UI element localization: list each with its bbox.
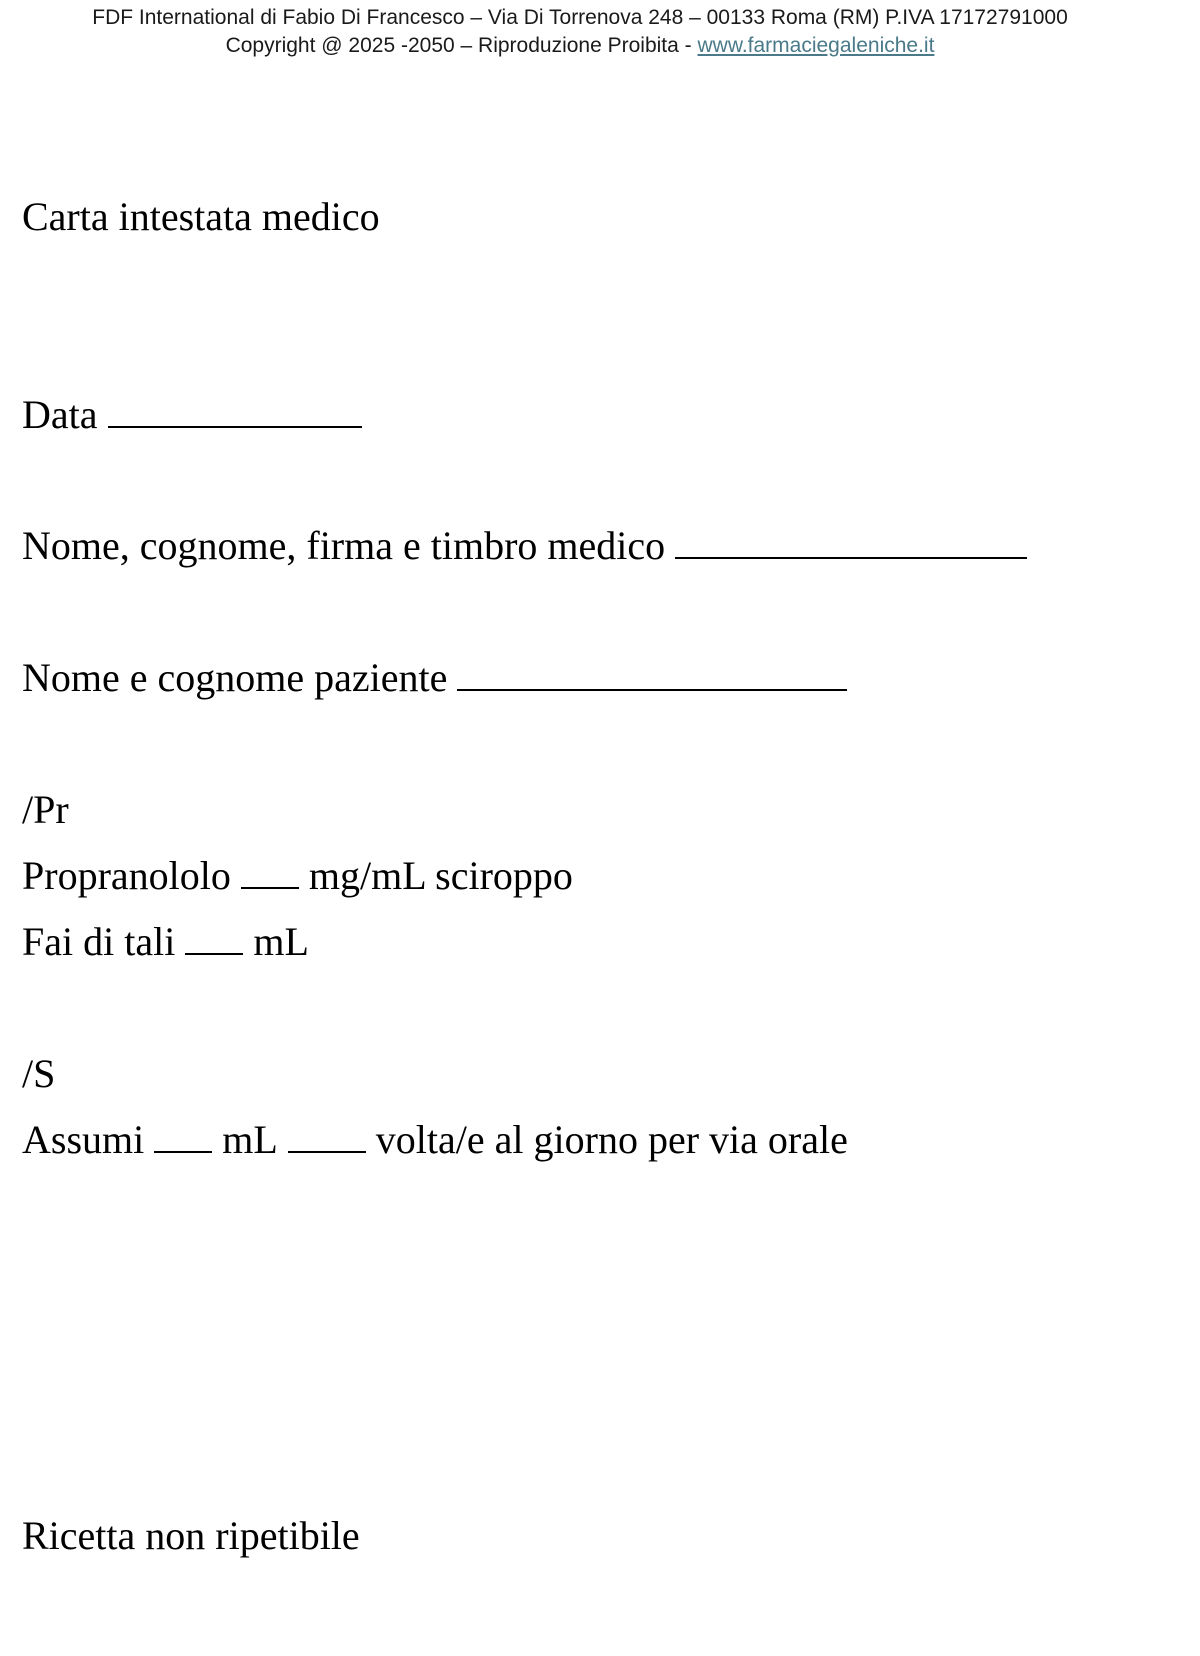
drug-row: [22, 852, 573, 900]
quantity-field[interactable]: [185, 919, 243, 955]
quantity-unit: mL: [253, 919, 309, 964]
website-link[interactable]: www.farmaciegaleniche.it: [697, 34, 935, 57]
company-info: FDF International di Fabio Di Francesco – Via Di Torrenova 248 – 00133 Roma (RM) P.IVA 17172791000: [92, 6, 1068, 29]
doctor-row: [22, 522, 1027, 570]
copyright-text: Copyright @ 2025 -2050 – Riproduzione Proibita -: [225, 34, 698, 57]
page-header: [0, 4, 1160, 60]
date-row: [22, 391, 362, 439]
letterhead-placeholder: Carta intestata medico: [22, 194, 380, 239]
concentration-field[interactable]: [241, 853, 299, 889]
prescription-mark: /Pr: [22, 787, 69, 832]
dose-frequency: volta/e al giorno per via orale: [375, 1117, 848, 1162]
dose-label: Assumi: [22, 1117, 145, 1162]
non-repeatable-note: Ricetta non ripetibile: [22, 1513, 360, 1558]
signa-mark: /S: [22, 1051, 56, 1096]
dose-unit: mL: [222, 1117, 278, 1162]
patient-label: Nome e cognome paziente: [22, 655, 448, 700]
copyright-line: [0, 32, 1160, 60]
drug-unit: mg/mL sciroppo: [308, 853, 573, 898]
dose-times-field[interactable]: [288, 1117, 366, 1153]
date-label: Data: [22, 392, 98, 437]
patient-row: [22, 654, 847, 702]
doctor-label: Nome, cognome, firma e timbro medico: [22, 523, 666, 568]
drug-name: Propranololo: [22, 853, 231, 898]
quantity-label: Fai di tali: [22, 919, 176, 964]
dose-amount-field[interactable]: [154, 1117, 212, 1153]
doctor-field[interactable]: [675, 523, 1027, 559]
patient-field[interactable]: [457, 655, 847, 691]
date-field[interactable]: [108, 392, 362, 428]
quantity-row: [22, 918, 309, 966]
dosage-row: [22, 1116, 848, 1164]
